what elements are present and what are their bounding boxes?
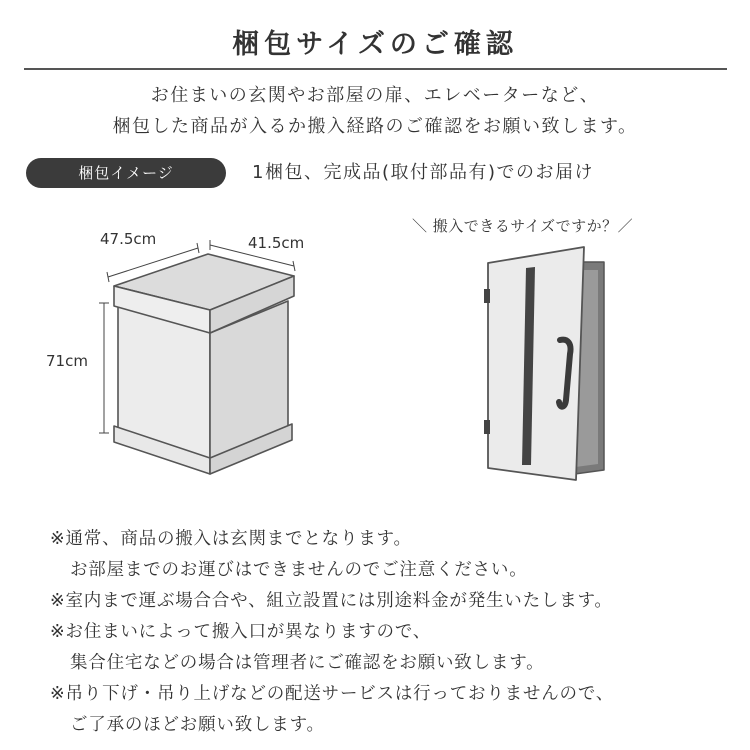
box-height-label: 71cm (46, 352, 88, 370)
package-box-illustration (114, 254, 294, 474)
door-illustration (484, 247, 604, 480)
note-line: ※通常、商品の搬入は玄関までとなります。 (50, 529, 412, 549)
box-depth-label: 41.5cm (248, 234, 305, 252)
note-line: ※吊り下げ・吊り上げなどの配送サービスは行っておりませんので、 (50, 684, 615, 704)
box-width-label: 47.5cm (100, 230, 157, 248)
note-line: ※室内まで運ぶ場合合や、組立設置には別途料金が発生いたします。 (50, 591, 613, 611)
door-caption: ＼ 搬入できるサイズですか？／ (412, 217, 634, 235)
intro-line: お住まいの玄関やお部屋の扉、エレベーターなど、 (150, 85, 600, 106)
delivery-description: 1梱包、完成品(取付部品有)でのお届け (252, 162, 594, 183)
package-image-badge: 梱包イメージ (26, 158, 226, 188)
note-line: ※お住まいによって搬入口が異なりますので、 (50, 622, 432, 642)
door-hinge-top (484, 289, 490, 303)
door-hinge-bottom (484, 420, 490, 434)
note-line: ご了承のほどお願い致します。 (70, 715, 325, 735)
intro-line: 梱包した商品が入るか搬入経路のご確認をお願い致します。 (112, 116, 638, 137)
note-line: 集合住宅などの場合は管理者にご確認をお願い致します。 (70, 653, 545, 673)
page-title: 梱包サイズのご確認 (232, 29, 518, 60)
note-line: お部屋までのお運びはできませんのでご注意ください。 (70, 560, 528, 580)
notes-list (50, 524, 614, 741)
